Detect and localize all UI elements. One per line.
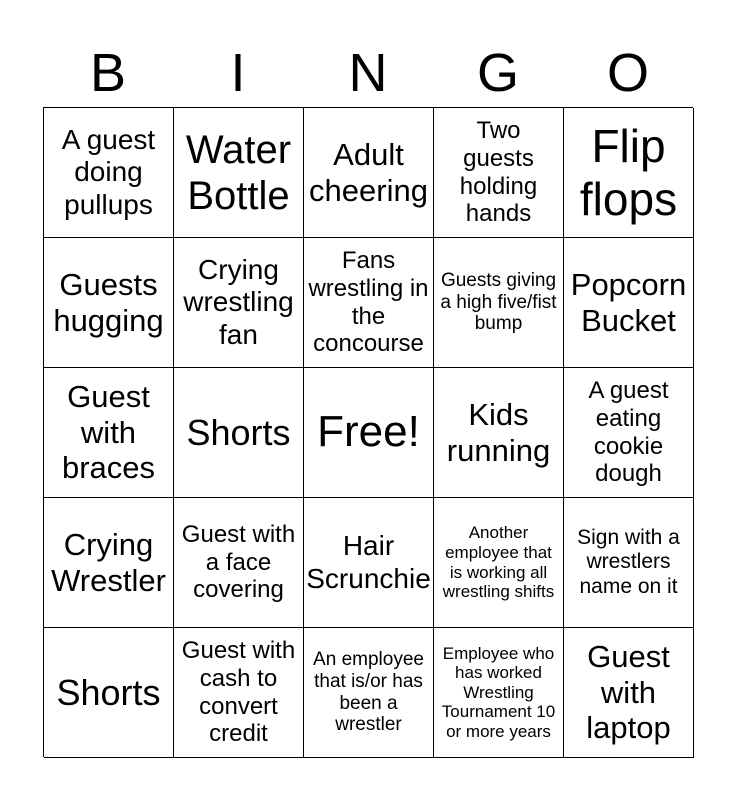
bingo-cell[interactable]: Water Bottle (174, 108, 304, 238)
bingo-cell[interactable]: A guest doing pullups (44, 108, 174, 238)
bingo-cell[interactable]: Crying Wrestler (44, 498, 174, 628)
bingo-cell[interactable]: An employee that is/or has been a wrestler (304, 628, 434, 758)
bingo-cell[interactable]: Shorts (174, 368, 304, 498)
bingo-cell[interactable]: Guests giving a high five/fist bump (434, 238, 564, 368)
header-letter-o: O (606, 43, 649, 103)
bingo-header (43, 40, 693, 106)
bingo-cell[interactable]: Guest with laptop (564, 628, 694, 758)
bingo-cell[interactable]: Hair Scrunchie (304, 498, 434, 628)
bingo-cell[interactable]: Popcorn Bucket (564, 238, 694, 368)
bingo-cell[interactable]: Guest with braces (44, 368, 174, 498)
header-letter-b: B (89, 43, 127, 103)
bingo-cell[interactable]: Adult cheering (304, 108, 434, 238)
bingo-cell[interactable]: Fans wrestling in the concourse (304, 238, 434, 368)
header-letter-n: N (348, 43, 388, 103)
bingo-cell[interactable]: Kids running (434, 368, 564, 498)
bingo-cell[interactable]: Guest with cash to convert credit (174, 628, 304, 758)
bingo-cell[interactable]: Flip flops (564, 108, 694, 238)
header-letter-g: G (476, 43, 519, 103)
bingo-cell[interactable]: Crying wrestling fan (174, 238, 304, 368)
free-space-cell[interactable]: Free! (304, 368, 434, 498)
bingo-cell[interactable]: Guest with a face covering (174, 498, 304, 628)
bingo-cell[interactable]: Employee who has worked Wrestling Tournament 10 or more years (434, 628, 564, 758)
bingo-cell[interactable]: Sign with a wrestlers name on it (564, 498, 694, 628)
header-letter-i: I (230, 43, 246, 103)
bingo-cell[interactable]: Two guests holding hands (434, 108, 564, 238)
bingo-cell[interactable]: A guest eating cookie dough (564, 368, 694, 498)
bingo-cell[interactable]: Another employee that is working all wrestling shifts (434, 498, 564, 628)
bingo-cell[interactable]: Shorts (44, 628, 174, 758)
bingo-card (43, 107, 693, 757)
bingo-cell[interactable]: Guests hugging (44, 238, 174, 368)
